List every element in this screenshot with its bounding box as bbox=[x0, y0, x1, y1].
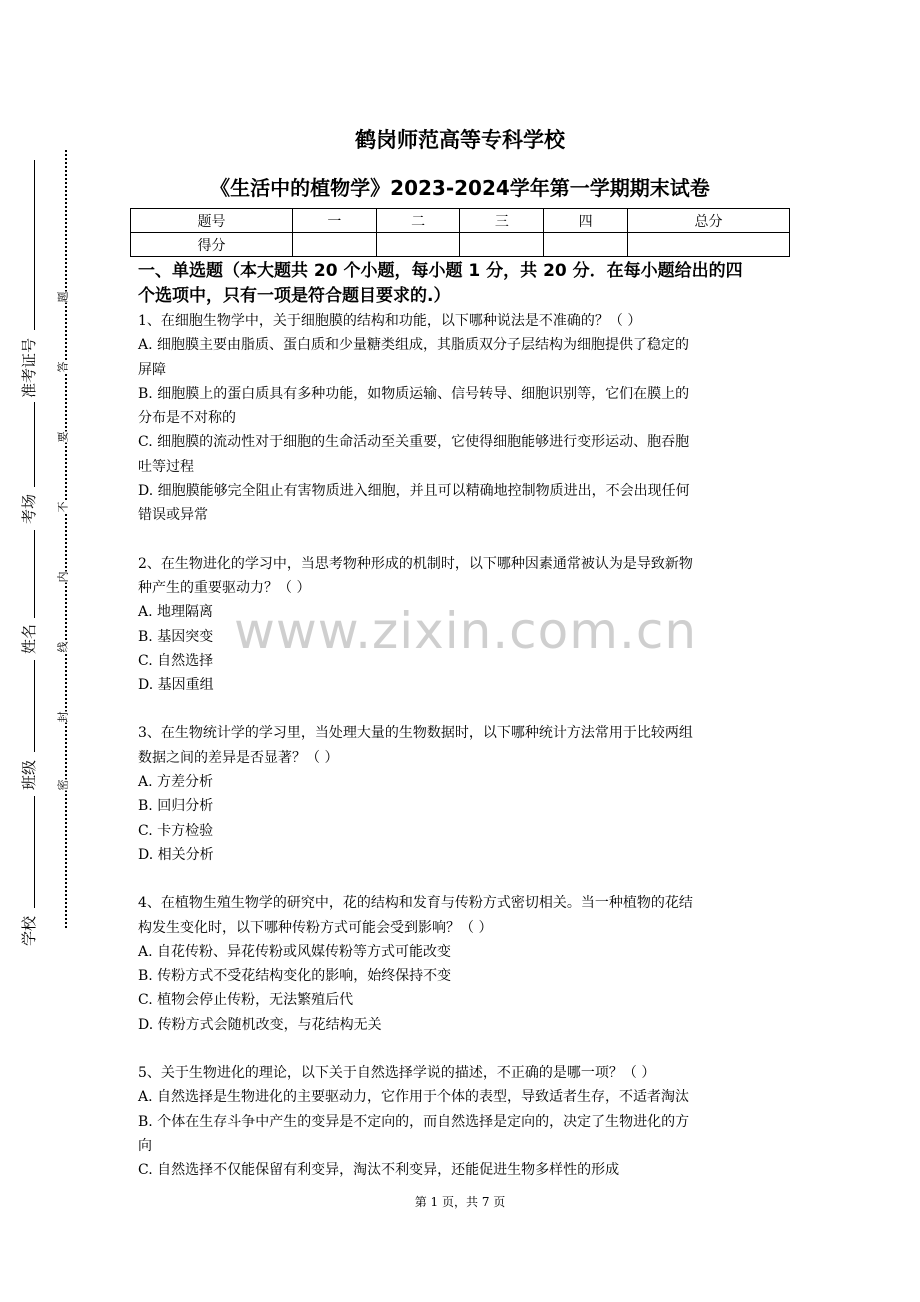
class-line bbox=[34, 660, 35, 752]
score-cell[interactable] bbox=[376, 233, 460, 257]
name-label: 姓名 bbox=[20, 623, 38, 654]
school-title: 鹤岗师范高等专科学校 bbox=[355, 128, 565, 152]
question-4 bbox=[138, 891, 783, 1037]
option-d: D. 细胞膜能够完全阻止有害物质进入细胞，并且可以精确地控制物质进出，不会出现任何 bbox=[138, 483, 690, 500]
option-d: 错误或异常 bbox=[138, 507, 208, 524]
exam-title: 《生活中的植物学》2023-2024学年第一学期期末试卷 bbox=[210, 176, 710, 200]
seal-char: 不 bbox=[55, 502, 73, 513]
page-footer: 第 1 页，共 7 页 bbox=[414, 1195, 506, 1209]
seal-char: 内 bbox=[55, 572, 73, 583]
score-table bbox=[130, 208, 790, 257]
option-a: A. 方差分析 bbox=[138, 774, 214, 791]
seal-char: 要 bbox=[55, 432, 73, 443]
score-row-label: 得分 bbox=[131, 233, 293, 257]
question-stem: 3、在生物统计学的学习里，当处理大量的生物数据时，以下哪种统计方法常用于比较两组 bbox=[138, 725, 693, 742]
option-b: B. 个体在生存斗争中产生的变异是不定向的，而自然选择是定向的，决定了生物进化的方 bbox=[138, 1113, 690, 1130]
seal-char: 密 bbox=[55, 780, 73, 791]
score-cell[interactable] bbox=[292, 233, 376, 257]
exam-number-label: 准考证号 bbox=[20, 337, 38, 398]
question-stem: 2、在生物进化的学习中，当思考物种形成的机制时，以下哪种因素通常被认为是导致新物 bbox=[138, 555, 693, 572]
score-table-header: 三 bbox=[460, 209, 544, 233]
section-heading: 个选项中，只有一项是符合题目要求的.） bbox=[138, 286, 451, 306]
question-stem: 数据之间的差异是否显著？（ ） bbox=[138, 749, 339, 766]
option-c: C. 细胞膜的流动性对于细胞的生命活动至关重要，它使得细胞能够进行变形运动、胞吞胞 bbox=[138, 434, 690, 451]
option-d: D. 基因重组 bbox=[138, 677, 214, 694]
option-b: B. 基因突变 bbox=[138, 628, 214, 645]
score-table-header-row bbox=[131, 209, 790, 233]
section-heading: 一、单选题（本大题共 20 个小题，每小题 1 分，共 20 分．在每小题给出的四 bbox=[138, 261, 743, 281]
question-3 bbox=[138, 721, 783, 867]
seal-dotted-line bbox=[65, 150, 67, 928]
question-stem: 1、在细胞生物学中，关于细胞膜的结构和功能，以下哪种说法是不准确的？（ ） bbox=[138, 313, 642, 329]
question-5 bbox=[138, 1061, 783, 1182]
watermark: www.zixin.com.cn bbox=[234, 602, 698, 660]
option-a: A. 细胞膜主要由脂质、蛋白质和少量糖类组成，其脂质双分子层结构为细胞提供了稳定的 bbox=[138, 337, 690, 354]
score-table-header: 题号 bbox=[131, 209, 293, 233]
option-d: D. 传粉方式会随机改变，与花结构无关 bbox=[138, 1016, 382, 1033]
option-a: A. 自然选择是生物进化的主要驱动力，它作用于个体的表型，导致适者生存，不适者淘汰 bbox=[138, 1089, 690, 1106]
option-b: 向 bbox=[138, 1137, 152, 1154]
score-table-header: 一 bbox=[292, 209, 376, 233]
exam-content bbox=[138, 259, 783, 1183]
option-b: B. 细胞膜上的蛋白质具有多种功能，如物质运输、信号转导、细胞识别等，它们在膜上的 bbox=[138, 385, 690, 402]
option-c: C. 植物会停止传粉，无法繁殖后代 bbox=[138, 992, 354, 1009]
score-table-row bbox=[131, 233, 790, 257]
exam-room-label: 考场 bbox=[20, 493, 38, 524]
seal-char: 题 bbox=[55, 292, 73, 303]
name-line bbox=[34, 530, 35, 618]
option-a: A. 地理隔离 bbox=[138, 604, 214, 621]
option-c: C. 自然选择 bbox=[138, 652, 214, 669]
question-stem: 种产生的重要驱动力？（ ） bbox=[138, 579, 311, 596]
option-b: B. 回归分析 bbox=[138, 798, 214, 815]
score-cell[interactable] bbox=[628, 233, 790, 257]
question-stem: 4、在植物生殖生物学的研究中，花的结构和发育与传粉方式密切相关。当一种植物的花结 bbox=[138, 895, 693, 912]
option-b: B. 传粉方式不受花结构变化的影响，始终保持不变 bbox=[138, 968, 452, 985]
school-label: 学校 bbox=[20, 915, 38, 946]
seal-char: 答 bbox=[55, 362, 73, 373]
option-c: 吐等过程 bbox=[138, 458, 194, 475]
seal-char: 封 bbox=[55, 712, 73, 723]
question-stem: 5、关于生物进化的理论，以下关于自然选择学说的描述，不正确的是哪一项？（ ） bbox=[138, 1065, 656, 1082]
option-d: D. 相关分析 bbox=[138, 846, 214, 863]
class-label: 班级 bbox=[20, 759, 38, 790]
score-table-header: 四 bbox=[544, 209, 628, 233]
school-line bbox=[34, 796, 35, 908]
question-1 bbox=[138, 309, 783, 528]
score-table-header: 总分 bbox=[628, 209, 790, 233]
seal-char: 线 bbox=[55, 642, 73, 653]
option-b: 分布是不对称的 bbox=[138, 410, 236, 427]
exam-room-line bbox=[34, 402, 35, 487]
option-a: 屏障 bbox=[138, 361, 166, 378]
option-c: C. 卡方检验 bbox=[138, 822, 214, 839]
score-cell[interactable] bbox=[544, 233, 628, 257]
score-table-header: 二 bbox=[376, 209, 460, 233]
score-cell[interactable] bbox=[460, 233, 544, 257]
option-c: C. 自然选择不仅能保留有利变异，淘汰不利变异，还能促进生物多样性的形成 bbox=[138, 1162, 620, 1179]
question-stem: 构发生变化时，以下哪种传粉方式可能会受到影响？（ ） bbox=[138, 919, 493, 936]
option-a: A. 自花传粉、异花传粉或风媒传粉等方式可能改变 bbox=[138, 943, 452, 960]
